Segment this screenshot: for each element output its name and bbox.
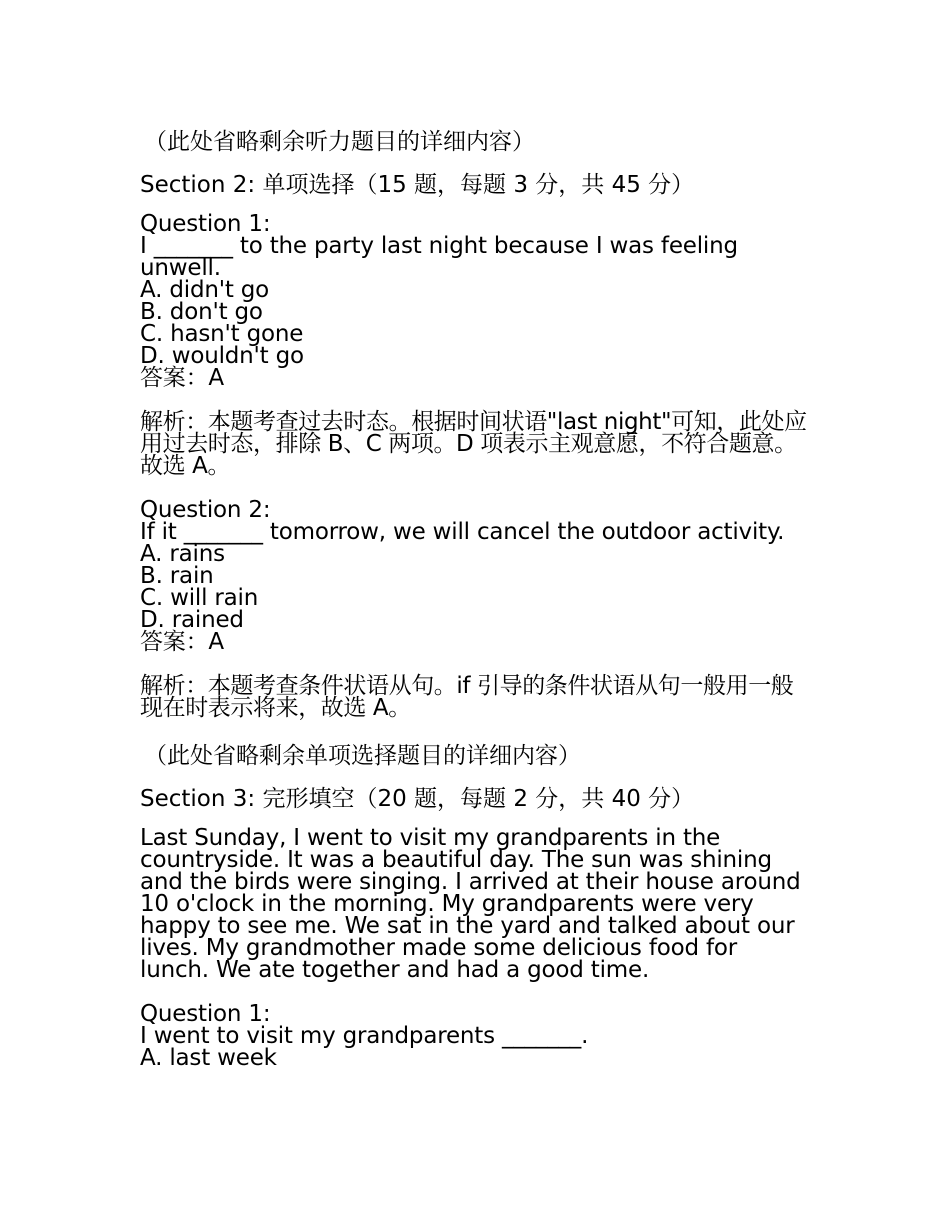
explanation: 解析：本题考查过去时态。根据时间状语"last night"可知，此处应用过去时态，排除 B、C 两项。D 项表示主观意愿，不符合题意。故选 A。: [140, 409, 807, 479]
answer: 答案：A: [140, 629, 224, 655]
option-c: C. hasn't gone: [140, 321, 304, 347]
option-a: A. last week: [140, 1045, 277, 1071]
question-label: Question 2:: [140, 497, 271, 523]
option-c: C. will rain: [140, 585, 259, 611]
question-stem: If it _______ tomorrow, we will cancel the outdoor activity.: [140, 519, 785, 545]
exam-page: [140, 127, 812, 1069]
section2-question-1: [140, 213, 812, 477]
answer: 答案：A: [140, 365, 224, 391]
option-d: D. wouldn't go: [140, 343, 304, 369]
explanation: 解析：本题考查条件状语从句。if 引导的条件状语从句一般用一般现在时表示将来，故选 A。: [140, 673, 794, 721]
section2-title: Section 2: 单项选择（15 题，每题 3 分，共 45 分）: [140, 172, 695, 198]
listening-omitted-note: （此处省略剩余听力题目的详细内容）: [144, 129, 535, 155]
option-b: B. don't go: [140, 299, 263, 325]
question-label: Question 1:: [140, 211, 271, 237]
option-b: B. rain: [140, 563, 214, 589]
section3-question-1: [140, 1003, 812, 1069]
option-d: D. rained: [140, 607, 244, 633]
option-a: A. didn't go: [140, 277, 270, 303]
section3-title: Section 3: 完形填空（20 题，每题 2 分，共 40 分）: [140, 786, 695, 812]
cloze-passage: Last Sunday, I went to visit my grandparents in the countryside. It was a beautiful day. The sun was shining and the birds were singing. I arrived at their house around 10 o'clock in the morning. My grandparents were very happy to see me. We sat in the yard and talked about our lives. My grandmother made some delicious food for lunch. We ate together and had a good time.: [140, 825, 801, 983]
question-label: Question 1:: [140, 1001, 271, 1027]
section2-question-2: [140, 499, 812, 719]
question-stem: I _______ to the party last night because I was feeling unwell.: [140, 233, 738, 281]
choice-omitted-note: （此处省略剩余单项选择题目的详细内容）: [144, 743, 581, 769]
option-a: A. rains: [140, 541, 225, 567]
question-stem: I went to visit my grandparents _______.: [140, 1023, 589, 1049]
